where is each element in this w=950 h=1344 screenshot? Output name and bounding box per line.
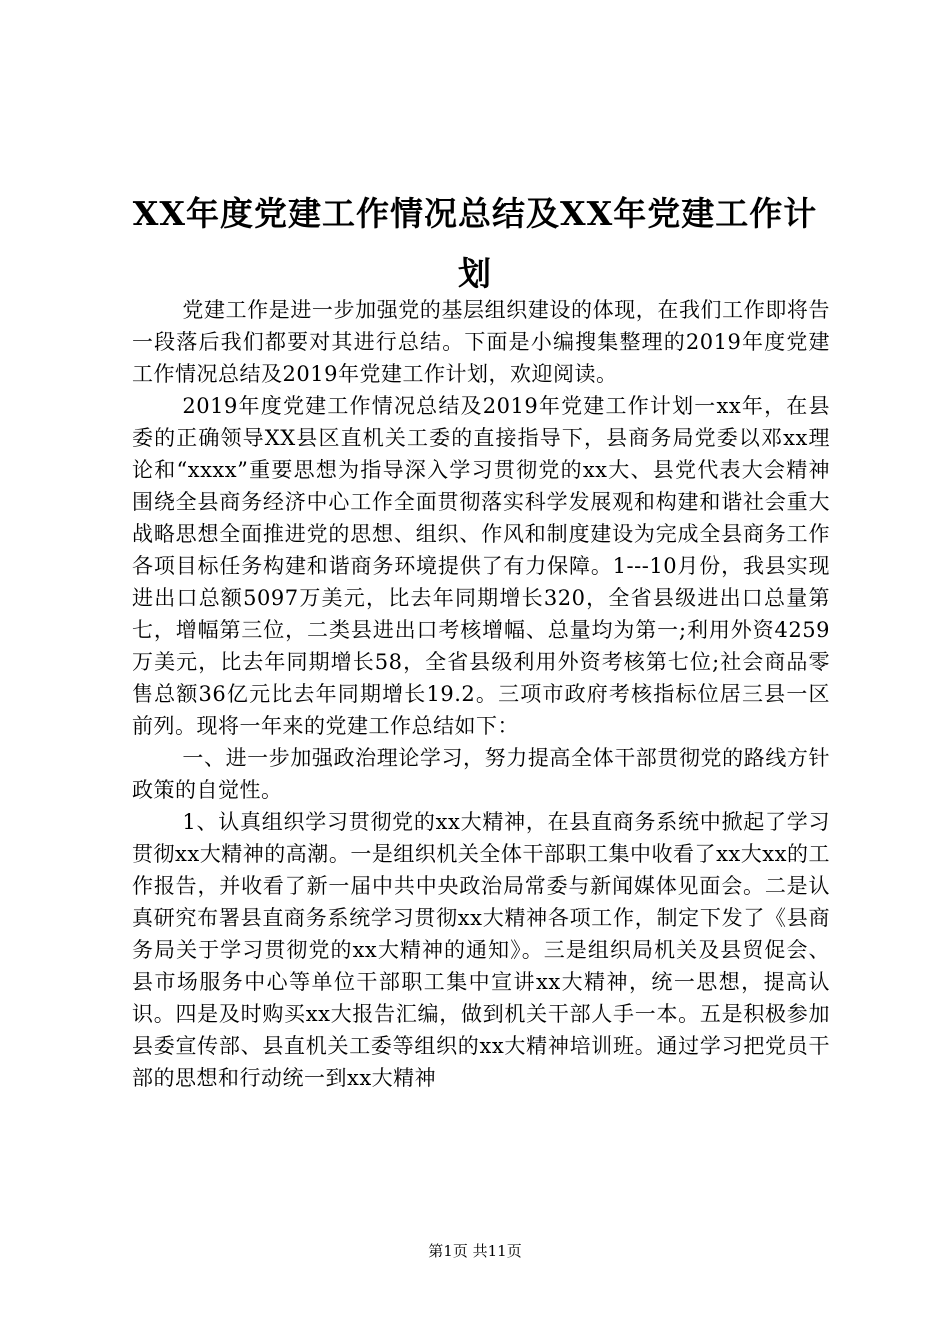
paragraph-section-item-1: 1、认真组织学习贯彻党的xx大精神，在县直商务系统中掀起了学习贯彻xx大精神的高潮。一是组织机关全体干部职工集中收看了xx大xx的工作报告，并收看了新一届中共中央政治局常委与新闻媒体见面会。二是认真研究布署县直商务系统学习贯彻xx大精神各项工作，制定下发了《县商务局关于学习贯彻党的xx大精神的通知》。三是组织局机关及县贸促会、县市场服务中心等单位干部职工集中宣讲xx大精神，统一思想，提高认识。四是及时购买xx大报告汇编，做到机关干部人手一本。五是积极参加县委宣传部、县直机关工委等组织的xx大精神培训班。通过学习把党员干部的思想和行动统一到xx大精神 (132, 810, 830, 1090)
paragraph-intro: 党建工作是进一步加强党的基层组织建设的体现，在我们工作即将告一段落后我们都要对其进行总结。下面是小编搜集整理的2019年度党建工作情况总结及2019年党建工作计划，欢迎阅读。 (132, 298, 830, 386)
document-body (132, 294, 830, 1094)
page-footer: 第1页 共11页 (428, 1242, 522, 1260)
paragraph-summary: 2019年度党建工作情况总结及2019年党建工作计划一xx年，在县委的正确领导XX县区直机关工委的直接指导下，县商务局党委以邓xx理论和“xxxx”重要思想为指导深入学习贯彻党的xx大、县党代表大会精神围绕全县商务经济中心工作全面贯彻落实科学发展观和构建和谐社会重大战略思想全面推进党的思想、组织、作风和制度建设为完成全县商务工作各项目标任务构建和谐商务环境提供了有力保障。1---10月份，我县实现进出口总额5097万美元，比去年同期增长320，全省县级进出口总量第七，增幅第三位，二类县进出口考核增幅、总量均为第一;利用外资4259万美元，比去年同期增长58，全省县级利用外资考核第七位;社会商品零售总额36亿元比去年同期增长19.2。三项市政府考核指标位居三县一区前列。现将一年来的党建工作总结如下： (132, 394, 830, 738)
document-title: XX年度党建工作情况总结及XX年党建工作计划 (132, 194, 818, 293)
paragraph-section-heading: 一、进一步加强政治理论学习，努力提高全体干部贯彻党的路线方针政策的自觉性。 (132, 746, 830, 802)
